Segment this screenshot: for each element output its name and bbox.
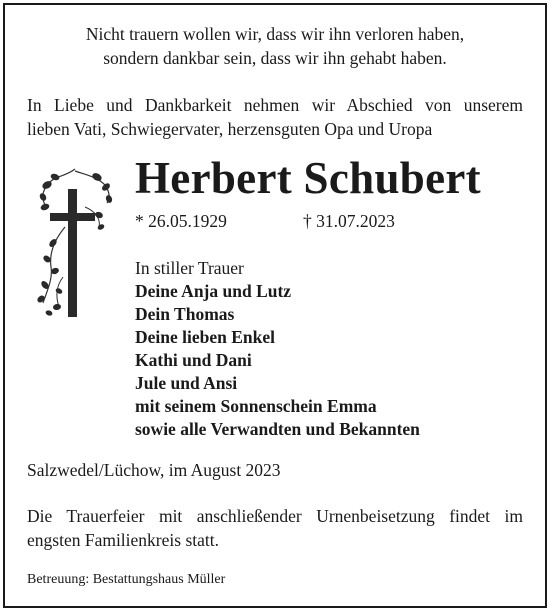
mourner-item: sowie alle Verwandten und Bekannten (135, 419, 420, 439)
mourner-item: Deine Anja und Lutz (135, 281, 292, 301)
birth-date: * 26.05.1929 (135, 211, 227, 231)
mourner-item: Kathi und Dani (135, 350, 252, 370)
intro-line-2: lieben Vati, Schwiegervater, herzensguten Opa und Uropa (27, 118, 433, 139)
ceremony-info (27, 505, 523, 552)
mourner-item: Jule und Ansi (135, 373, 238, 393)
quote (5, 23, 545, 70)
death-date: † 31.07.2023 (303, 211, 395, 231)
mourner-item: Deine lieben Enkel (135, 327, 276, 347)
deceased-name: Herbert Schubert (135, 153, 481, 203)
obituary-notice (3, 3, 547, 608)
quote-line-2: sondern dankbar sein, dass wir ihn gehabt haben. (103, 47, 447, 68)
cross-with-ivy-graphic (35, 167, 115, 322)
mourners-list (135, 257, 420, 441)
funeral-home-credit: Betreuung: Bestattungshaus Müller (27, 572, 226, 587)
ceremony-line-2: engsten Familienkreis statt. (27, 529, 219, 550)
ceremony-line-1: Die Trauerfeier mit anschließender Urnenbeisetzung findet im (27, 506, 523, 526)
place-and-date: Salzwedel/Lüchow, im August 2023 (27, 460, 281, 480)
cross-with-ivy-icon (35, 167, 115, 322)
quote-line-1: Nicht trauern wollen wir, dass wir ihn verloren haben, (85, 24, 465, 44)
mourners-lead: In stiller Trauer (135, 258, 244, 278)
intro-line-1: In Liebe und Dankbarkeit nehmen wir Abschied von unserem (27, 95, 523, 115)
mourner-item: mit seinem Sonnenschein Emma (135, 396, 377, 416)
intro-text (27, 94, 523, 141)
mourner-item: Dein Thomas (135, 304, 235, 324)
